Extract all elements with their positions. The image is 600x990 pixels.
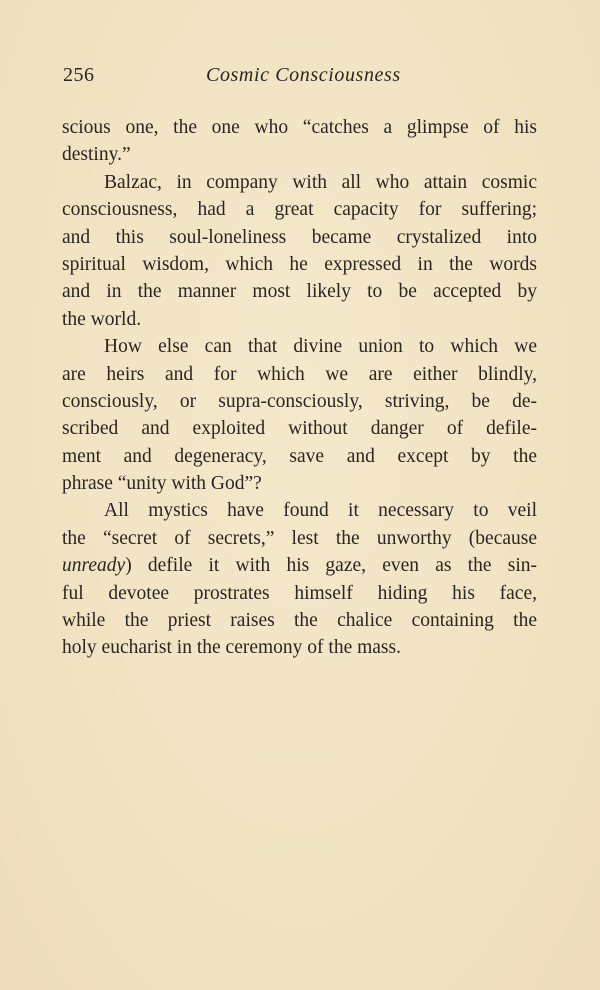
text-line: are heirs and for which we are either blindly,: [62, 363, 537, 385]
text-line: and in the manner most likely to be accepted by: [62, 281, 537, 303]
text-line: consciously, or supra-consciously, striving, be de-: [62, 390, 537, 412]
text-line: How else can that divine union to which we: [104, 336, 537, 358]
page-number: 256: [63, 64, 95, 86]
text-line: Balzac, in company with all who attain cosmic: [104, 171, 537, 193]
text-line: scribed and exploited without danger of defile-: [62, 418, 537, 440]
text-line: and this soul-loneliness became crystalized into: [62, 226, 537, 248]
text-line: scious one, the one who “catches a glimpse of his: [62, 117, 537, 138]
text-line: spiritual wisdom, which he expressed in the words: [62, 253, 537, 275]
text-line: consciousness, had a great capacity for suffering;: [62, 199, 537, 221]
running-title: Cosmic Consciousness: [206, 64, 401, 86]
body-text: [62, 114, 537, 662]
text-line: All mystics have found it necessary to veil: [104, 500, 537, 522]
text-segment: ) defile it with his gaze, even as the sin-: [125, 555, 537, 577]
text-line: ment and degeneracy, save and except by the: [62, 445, 537, 467]
text-line: destiny.”: [62, 144, 131, 166]
text-line: the world.: [62, 308, 142, 330]
text-line: holy eucharist in the ceremony of the mass.: [62, 637, 401, 659]
italic-word: unready: [62, 555, 126, 577]
text-line: ful devotee prostrates himself hiding his face,: [62, 582, 537, 604]
text-line: the “secret of secrets,” lest the unworthy (because: [62, 527, 537, 549]
text-line: while the priest raises the chalice containing the: [62, 610, 537, 632]
text-line: phrase “unity with God”?: [62, 473, 262, 495]
page-header: [63, 64, 543, 92]
text-line: [62, 552, 537, 579]
